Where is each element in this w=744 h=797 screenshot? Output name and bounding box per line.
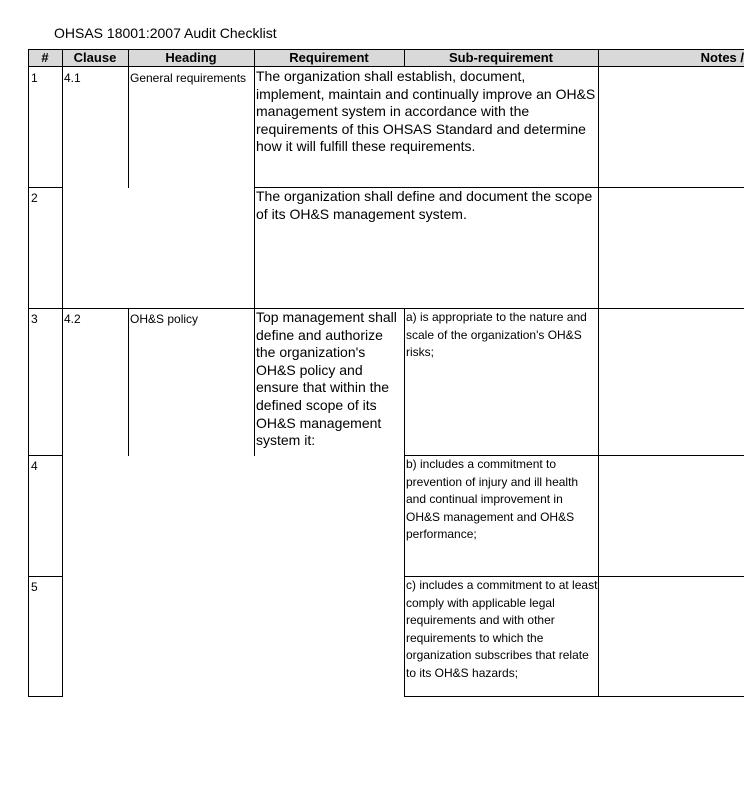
row-5-sub-requirement: c) includes a commitment to at least comply with applicable legal requirements and with other requirements to which the organization subscribes that relate to its OH&S hazards;: [406, 578, 598, 680]
row-1-requirement: The organization shall establish, document, implement, maintain and continually improve an OH&S management system in accordance with the requirements of this OHSAS Standard and determine how it will fulfill these requirements.: [256, 68, 596, 155]
row-3-heading: OH&S policy: [130, 312, 199, 326]
column-header-requirement: Requirement: [254, 49, 404, 66]
row-1-clause: 4.1: [64, 71, 81, 85]
column-header-notes: Notes /: [598, 49, 744, 66]
row-3-sub-requirement: a) is appropriate to the nature and scale of the organization's OH&S risks;: [406, 310, 587, 360]
column-header-clause: Clause: [62, 49, 128, 66]
row-3-requirement: Top management shall define and authorize the organization's OH&S policy and ensure that within the defined scope of its OH&S management system it:: [256, 309, 397, 449]
row-2-requirement: The organization shall define and document the scope of its OH&S management system.: [256, 188, 593, 222]
row-2-number: 2: [31, 191, 38, 205]
row-1-heading: General requirements: [130, 71, 247, 85]
page-title: OHSAS 18001:2007 Audit Checklist: [54, 25, 277, 41]
column-header-sub-requirement: Sub-requirement: [404, 49, 598, 66]
row-4-number: 4: [31, 459, 38, 473]
row-4-sub-requirement: b) includes a commitment to prevention of injury and ill health and continual improvement in OH&S management and OH&S performance;: [406, 457, 579, 542]
column-header-number: #: [28, 49, 62, 66]
row-5-number: 5: [31, 580, 38, 594]
row-3-clause: 4.2: [64, 312, 81, 326]
row-1-number: 1: [31, 71, 38, 85]
column-header-heading: Heading: [128, 49, 254, 66]
row-3-number: 3: [31, 312, 38, 326]
